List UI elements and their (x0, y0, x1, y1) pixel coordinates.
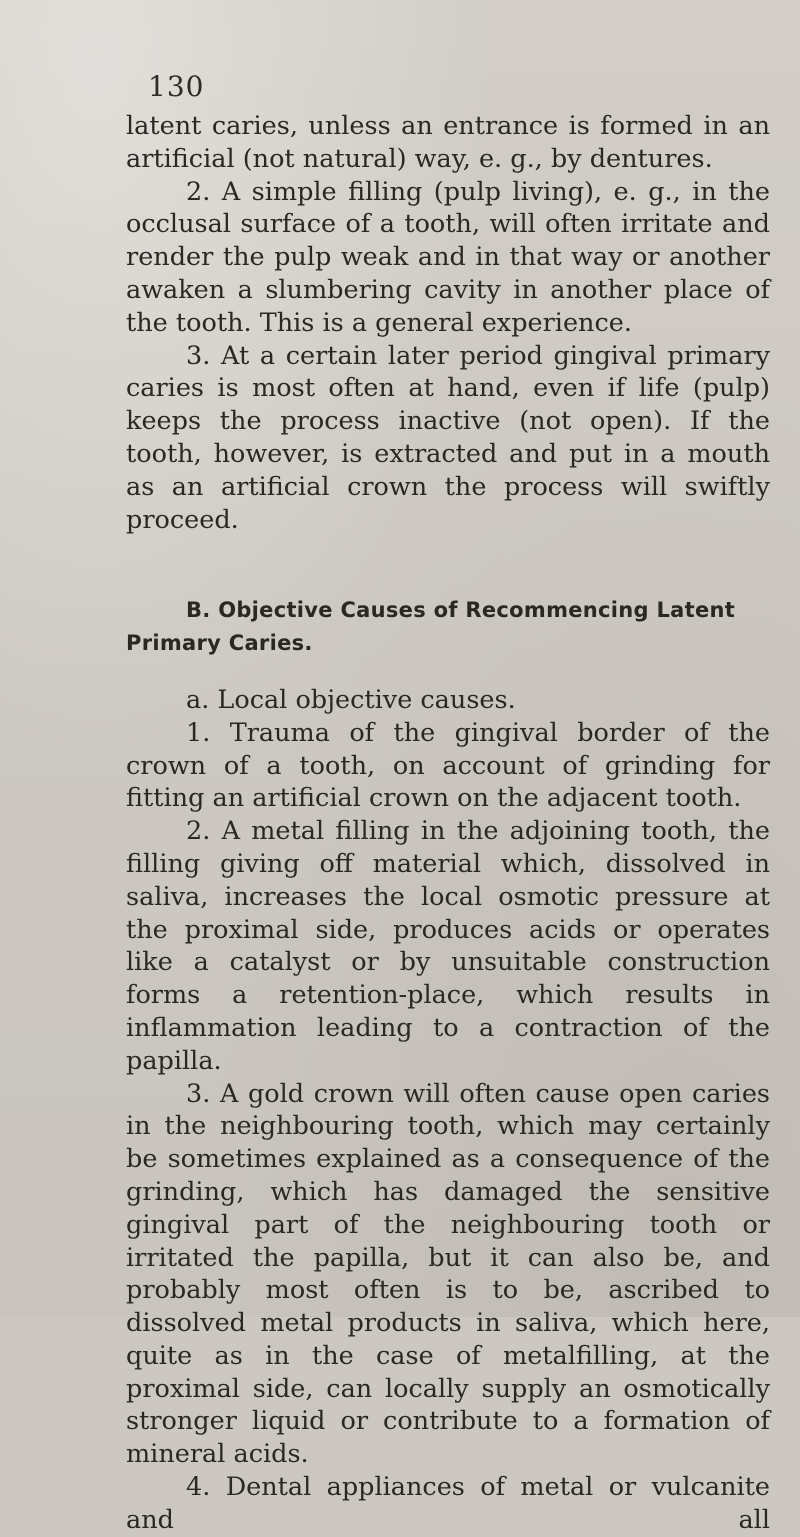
paragraph-item-3: 3. At a certain later period gingival primary caries is most often at hand, even if life (pulp) keeps the process inactive (not open). If the tooth, however, is extracted and put in a mouth as an artificial crown the process will swiftly proceed. (126, 340, 770, 535)
local-cause-item-2: 2. A metal filling in the adjoining tooth, the filling giving off material which, dissolved in saliva, increases the local osmotic pressure at the proximal side, produces acids or operates like a catalyst or by unsuitable construction forms a retention-place, which results in inflammation leading to a contraction of the papilla. (126, 816, 770, 1076)
paragraph-continuation: latent caries, unless an entrance is formed in an artificial (not natural) way, e. g., by dentures. (126, 111, 770, 174)
page-body (126, 110, 770, 1537)
subsection-a-heading: a. Local objective causes. (186, 684, 516, 715)
local-cause-item-4: 4. Dental appliances of metal or vulcanite and all (126, 1472, 770, 1535)
paragraph-item-2: 2. A simple filling (pulp living), e. g., in the occlusal surface of a tooth, will often irritate and render the pulp weak and in that way or another awaken a slumbering cavity in another place of the tooth. This is a general experience. (126, 176, 770, 338)
page-number: 130 (148, 70, 205, 103)
local-cause-item-1: 1. Trauma of the gingival border of the crown of a tooth, on account of grinding for fitting an artificial crown on the adjacent tooth. (126, 717, 770, 814)
section-b-heading: B. Objective Causes of Recommencing Latent Primary Caries. (126, 598, 736, 656)
local-cause-item-3: 3. A gold crown will often cause open caries in the neighbouring tooth, which may certainly be sometimes explained as a consequence of the grinding, which has damaged the sensitive gingival part of the neighbouring tooth or irritated the papilla, but it can also be, and probably most often is to be, ascribed to dissolved metal products in saliva, which here, quite as in the case of metalfilling, at the proximal side, can locally supply an osmotically stronger liquid or contribute to a formation of mineral acids. (126, 1078, 770, 1470)
